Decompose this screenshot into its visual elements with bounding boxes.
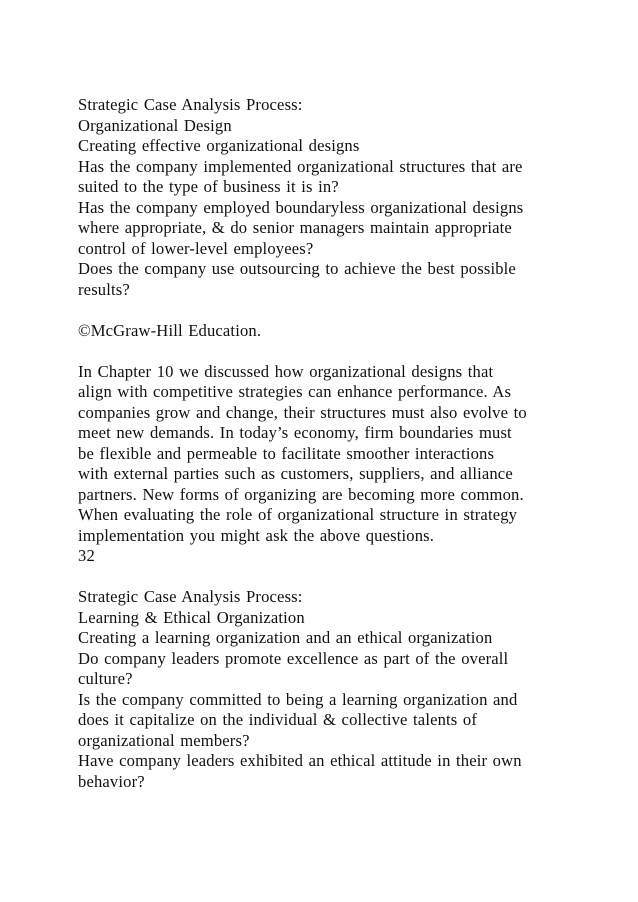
section-title-organizational-design: Organizational Design bbox=[78, 115, 232, 135]
notes-line: In Chapter 10 we discussed how organizational designs that bbox=[78, 361, 494, 381]
notes-line: align with competitive strategies can enhance performance. As bbox=[78, 382, 512, 401]
section-subtitle: Creating effective organizational designs bbox=[78, 136, 360, 155]
question-line: Do company leaders promote excellence as part of the overall bbox=[78, 648, 509, 668]
notes-line: with external parties such as customers, suppliers, and alliance bbox=[78, 464, 513, 483]
question-line: results? bbox=[78, 279, 130, 299]
blank-line bbox=[78, 567, 618, 588]
notes-line: companies grow and change, their structures must also evolve to bbox=[78, 402, 527, 422]
copyright-notice: ©McGraw-Hill Education. bbox=[78, 320, 262, 340]
question-line: Has the company employed boundaryless organizational designs bbox=[78, 197, 524, 217]
question-line: Has the company implemented organizational structures that are bbox=[78, 156, 523, 176]
section-heading-process: Strategic Case Analysis Process: bbox=[78, 587, 303, 606]
question-line: Have company leaders exhibited an ethical attitude in their own bbox=[78, 751, 522, 770]
question-line: behavior? bbox=[78, 771, 145, 791]
document-text bbox=[78, 95, 618, 792]
question-line: Does the company use outsourcing to achieve the best possible bbox=[78, 259, 516, 278]
question-line: organizational members? bbox=[78, 730, 250, 750]
question-line: culture? bbox=[78, 669, 133, 688]
question-line: does it capitalize on the individual & collective talents of bbox=[78, 710, 478, 729]
section-subtitle: Creating a learning organization and an ethical organization bbox=[78, 628, 493, 647]
question-line: suited to the type of business it is in? bbox=[78, 177, 339, 196]
slide-number: 32 bbox=[78, 546, 95, 565]
notes-line: partners. New forms of organizing are becoming more common. bbox=[78, 484, 524, 504]
notes-line: When evaluating the role of organizational structure in strategy bbox=[78, 505, 518, 524]
notes-line: be flexible and permeable to facilitate smoother interactions bbox=[78, 443, 495, 463]
section-title-learning-ethical: Learning & Ethical Organization bbox=[78, 607, 305, 627]
question-line: control of lower-level employees? bbox=[78, 238, 314, 258]
question-line: Is the company committed to being a learning organization and bbox=[78, 689, 518, 709]
notes-line: meet new demands. In today’s economy, firm boundaries must bbox=[78, 423, 512, 442]
blank-line bbox=[78, 341, 618, 362]
notes-line: implementation you might ask the above questions. bbox=[78, 525, 435, 545]
question-line: where appropriate, & do senior managers maintain appropriate bbox=[78, 218, 512, 237]
section-heading-process: Strategic Case Analysis Process: bbox=[78, 95, 303, 114]
blank-line bbox=[78, 300, 618, 321]
